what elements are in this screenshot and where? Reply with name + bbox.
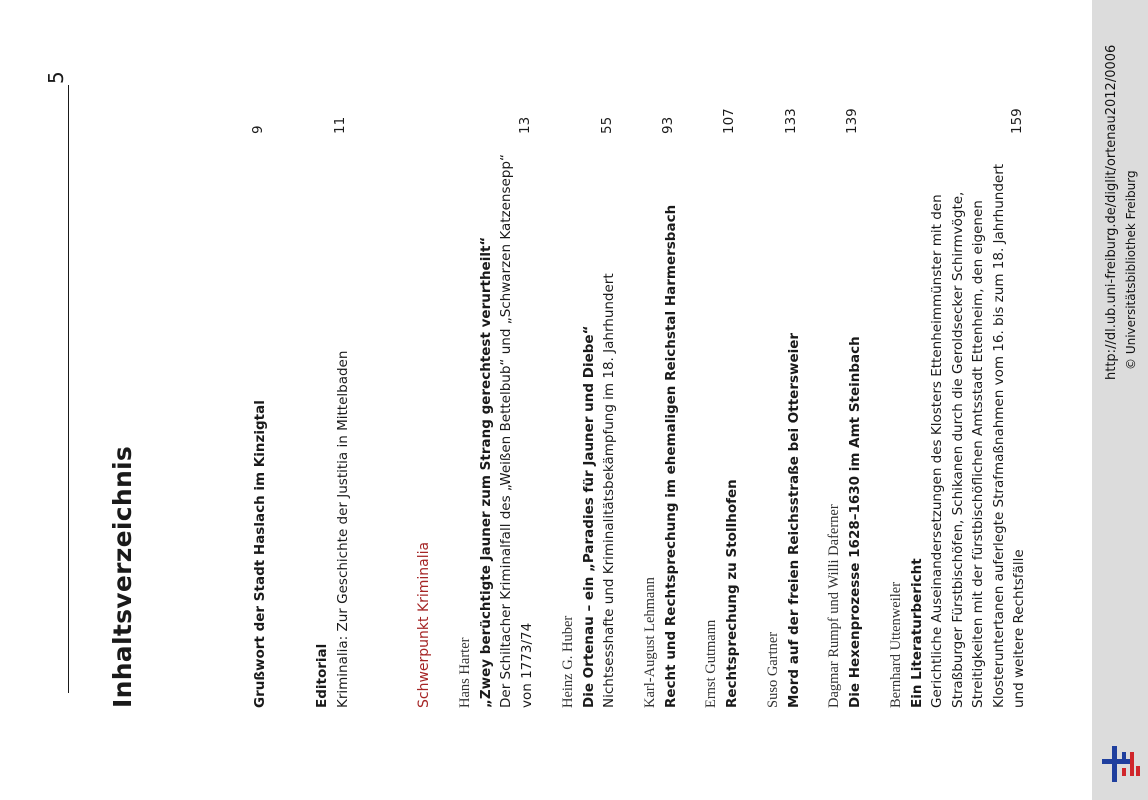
ub-freiburg-logo-icon (1100, 744, 1142, 784)
entry-author: Karl-August Lehmann (642, 577, 658, 708)
entry-title: Rechtsprechung zu Stollhofen (723, 479, 740, 708)
logo-bar (1122, 752, 1126, 762)
entry-title: Recht und Rechtsprechung im ehemaligen Reichstal Harmersbach (662, 204, 679, 708)
logo-bar (1112, 746, 1117, 782)
toc-entry (250, 148, 271, 708)
entry-title: Grußwort der Stadt Haslach im Kinzigtal (252, 400, 268, 708)
entry-page: 139 (844, 108, 860, 134)
entry-author: Dagmar Rumpf und Willi Daferner (826, 504, 842, 708)
toc-entry (455, 148, 537, 708)
source-url[interactable]: http://dl.ub.uni-freiburg.de/diglit/ortenau2012/0006 (1104, 44, 1119, 380)
entry-title: Die Hexenprozesse 1628–1630 im Amt Steinbach (846, 336, 863, 708)
entry-title: Editorial (314, 643, 330, 708)
entry-title: Ein Literaturbericht (908, 558, 925, 708)
toc-entry (558, 148, 620, 708)
entry-page: 55 (599, 116, 615, 134)
entry-page: 93 (660, 116, 676, 134)
entry-page: 159 (1009, 108, 1025, 134)
section-label: Schwerpunkt Kriminalia (416, 541, 432, 708)
entry-author: Hans Harter (457, 637, 473, 708)
copyright-notice: © Universitätsbibliothek Freiburg (1124, 170, 1138, 370)
entry-subtitle: Nichtsesshafte und Kriminalitätsbekämpfung im 18. Jahrhundert (601, 273, 617, 708)
entry-title: „Zwey berüchtigte Jauner zum Strang gerechtest verurtheilt“ (477, 236, 494, 708)
toc-entry (824, 148, 865, 708)
entry-subtitle: Der Schiltacher Kriminalfall des „Weißen Bettelbub“ und „Schwarzen Katzensepp“ von 1773/74 (498, 154, 535, 708)
entry-page: 107 (721, 108, 737, 134)
logo-bar (1130, 752, 1134, 776)
entry-page: 9 (250, 125, 266, 134)
entry-page: 13 (517, 116, 533, 134)
toc-entry (763, 148, 804, 708)
entry-page: 11 (332, 116, 348, 134)
entry-subtitle: Kriminalia: Zur Geschichte der Justitia in Mittelbaden (334, 350, 351, 708)
sidebar-text (1092, 0, 1148, 800)
entry-title: Mord auf der freien Reichsstraße bei Ottersweier (785, 332, 802, 708)
entry-subtitle: Gerichtliche Auseinandersetzungen des Klosters Ettenheimmünster mit den Straßburger Fürstbischöfen, Schikanen durch die Geroldsecker Schirmvögte, Streitigkeiten mit der fürstbischöflichen Amtsstadt Ettenheim, den eigenen Klosteruntertanen auferlegte Strafmaßnahmen vom 16. bis zum 18. Jahrhundert und weitere Rechtsfälle (929, 163, 1027, 708)
entry-author: Ernst Gutmann (703, 619, 719, 708)
toc-entry (701, 148, 742, 708)
entry-author: Heinz G. Huber (560, 615, 576, 708)
entry-title: Die Ortenau – ein „Paradies für Jauner und Diebe“ (580, 325, 597, 708)
viewer-sidebar (1092, 0, 1148, 800)
entry-author: Bernhard Uttenweiler (888, 581, 904, 708)
page-title: Inhaltsverzeichnis (108, 445, 137, 708)
logo-bar (1136, 766, 1140, 776)
toc-entry (886, 148, 1030, 708)
entry-author: Suso Gartner (765, 631, 781, 708)
section-heading (414, 148, 435, 708)
page-number: 5 (44, 71, 68, 84)
logo-bar (1122, 768, 1126, 776)
entry-page: 133 (783, 108, 799, 134)
toc-entry (312, 148, 353, 708)
top-rule (68, 85, 69, 693)
toc-entry (640, 148, 681, 708)
